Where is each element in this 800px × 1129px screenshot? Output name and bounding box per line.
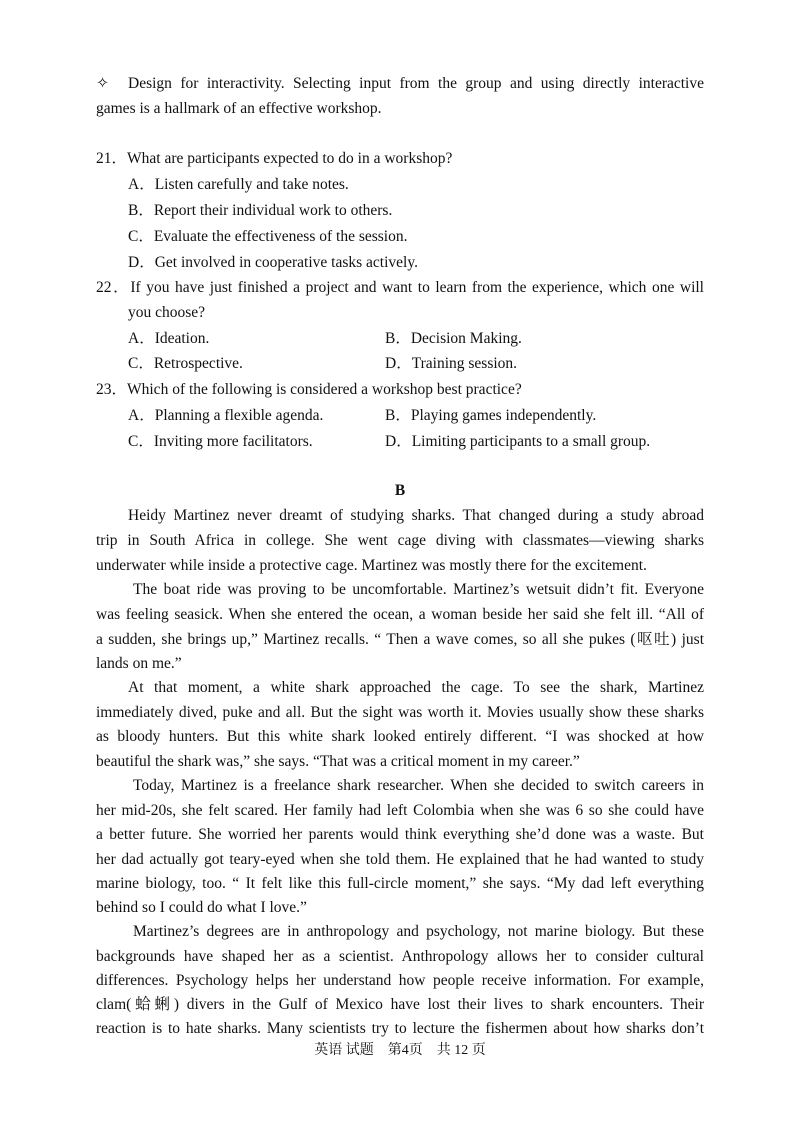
passage-line: a better future. She worried her parents would think everything she’d done was a waste. But <box>96 826 704 843</box>
intro-line: games is a hallmark of an effective workshop. <box>96 100 382 117</box>
passage-line: as bloody hunters. But this white shark looked entirely different. “I was shocked at how <box>96 728 704 745</box>
passage-line: her mid-20s, she felt scared. Her family had left Colombia when she was 6 so she could have <box>96 802 704 819</box>
bullet-icon: ✧ <box>96 75 109 92</box>
passage-line: was feeling seasick. When she entered the ocean, a woman beside her said she felt ill. “All of <box>96 606 704 623</box>
passage-line: reaction is to hate sharks. Many scientists try to lecture the fishermen about how sharks don’t <box>96 1020 704 1037</box>
question-22-option-d: D．Training session. <box>385 355 518 372</box>
passage-line: backgrounds have shaped her as a scientist. Anthropology allows her to consider cultural <box>96 948 704 965</box>
passage-line: Martinez’s degrees are in anthropology and psychology, not marine biology. But these <box>133 923 704 940</box>
passage-line: trip in South Africa in college. She went cage diving with classmates—viewing sharks <box>96 532 704 549</box>
question-21-option-b: B．Report their individual work to others. <box>128 202 393 219</box>
question-23-stem: 23．Which of the following is considered a workshop best practice? <box>96 381 522 398</box>
passage-line: her dad actually got teary-eyed when she told them. He explained that he had wanted to study <box>96 851 704 868</box>
passage-line: behind so I could do what I love.” <box>96 899 307 916</box>
question-23-option-c: C．Inviting more facilitators. <box>128 433 313 450</box>
question-21-option-a: A．Listen carefully and take notes. <box>128 176 349 193</box>
question-23-option-a: A．Planning a flexible agenda. <box>128 407 324 424</box>
passage-line: The boat ride was proving to be uncomfortable. Martinez’s wetsuit didn’t fit. Everyone <box>133 581 704 598</box>
passage-line: Heidy Martinez never dreamt of studying sharks. That changed during a study abroad <box>128 507 704 524</box>
passage-line: Today, Martinez is a freelance shark researcher. When she decided to switch careers in <box>133 777 704 794</box>
passage-line: marine biology, too. “ It felt like this full-circle moment,” she says. “My dad left everything <box>96 875 704 892</box>
intro-line: Design for interactivity. Selecting input from the group and using directly interactive <box>128 75 704 92</box>
passage-line: a sudden, she brings up,” Martinez recalls. “ Then a wave comes, so all she pukes (呕吐) just <box>96 631 704 648</box>
passage-line: differences. Psychology helps her understand how people receive information. For example, <box>96 972 704 989</box>
question-22-stem: you choose? <box>128 304 206 321</box>
question-22-option-b: B．Decision Making. <box>385 330 522 347</box>
passage-line: immediately dived, puke and all. But the sight was worth it. Movies usually show these sharks <box>96 704 704 721</box>
page-footer: 英语 试题 第4页 共 12 页 <box>314 1043 486 1058</box>
passage-line: underwater while inside a protective cage. Martinez was mostly there for the excitement. <box>96 557 647 574</box>
question-22-option-c: C．Retrospective. <box>128 355 243 372</box>
section-heading: B <box>394 482 406 499</box>
question-21-option-d: D．Get involved in cooperative tasks actively. <box>128 254 418 271</box>
passage-line: lands on me.” <box>96 655 182 672</box>
question-21-stem: 21．What are participants expected to do in a workshop? <box>96 150 453 167</box>
passage-line: beautiful the shark was,” she says. “That was a critical moment in my career.” <box>96 753 580 770</box>
question-23-option-b: B．Playing games independently. <box>385 407 597 424</box>
question-22-option-a: A．Ideation. <box>128 330 210 347</box>
passage-line: At that moment, a white shark approached the cage. To see the shark, Martinez <box>128 679 704 696</box>
question-21-option-c: C．Evaluate the effectiveness of the session. <box>128 228 408 245</box>
question-23-option-d: D．Limiting participants to a small group. <box>385 433 651 450</box>
passage-line: clam(蛤蜊) divers in the Gulf of Mexico have lost their lives to shark encounters. Their <box>96 996 704 1013</box>
question-22-stem: 22．If you have just finished a project and want to learn from the experience, which one will <box>96 279 704 296</box>
